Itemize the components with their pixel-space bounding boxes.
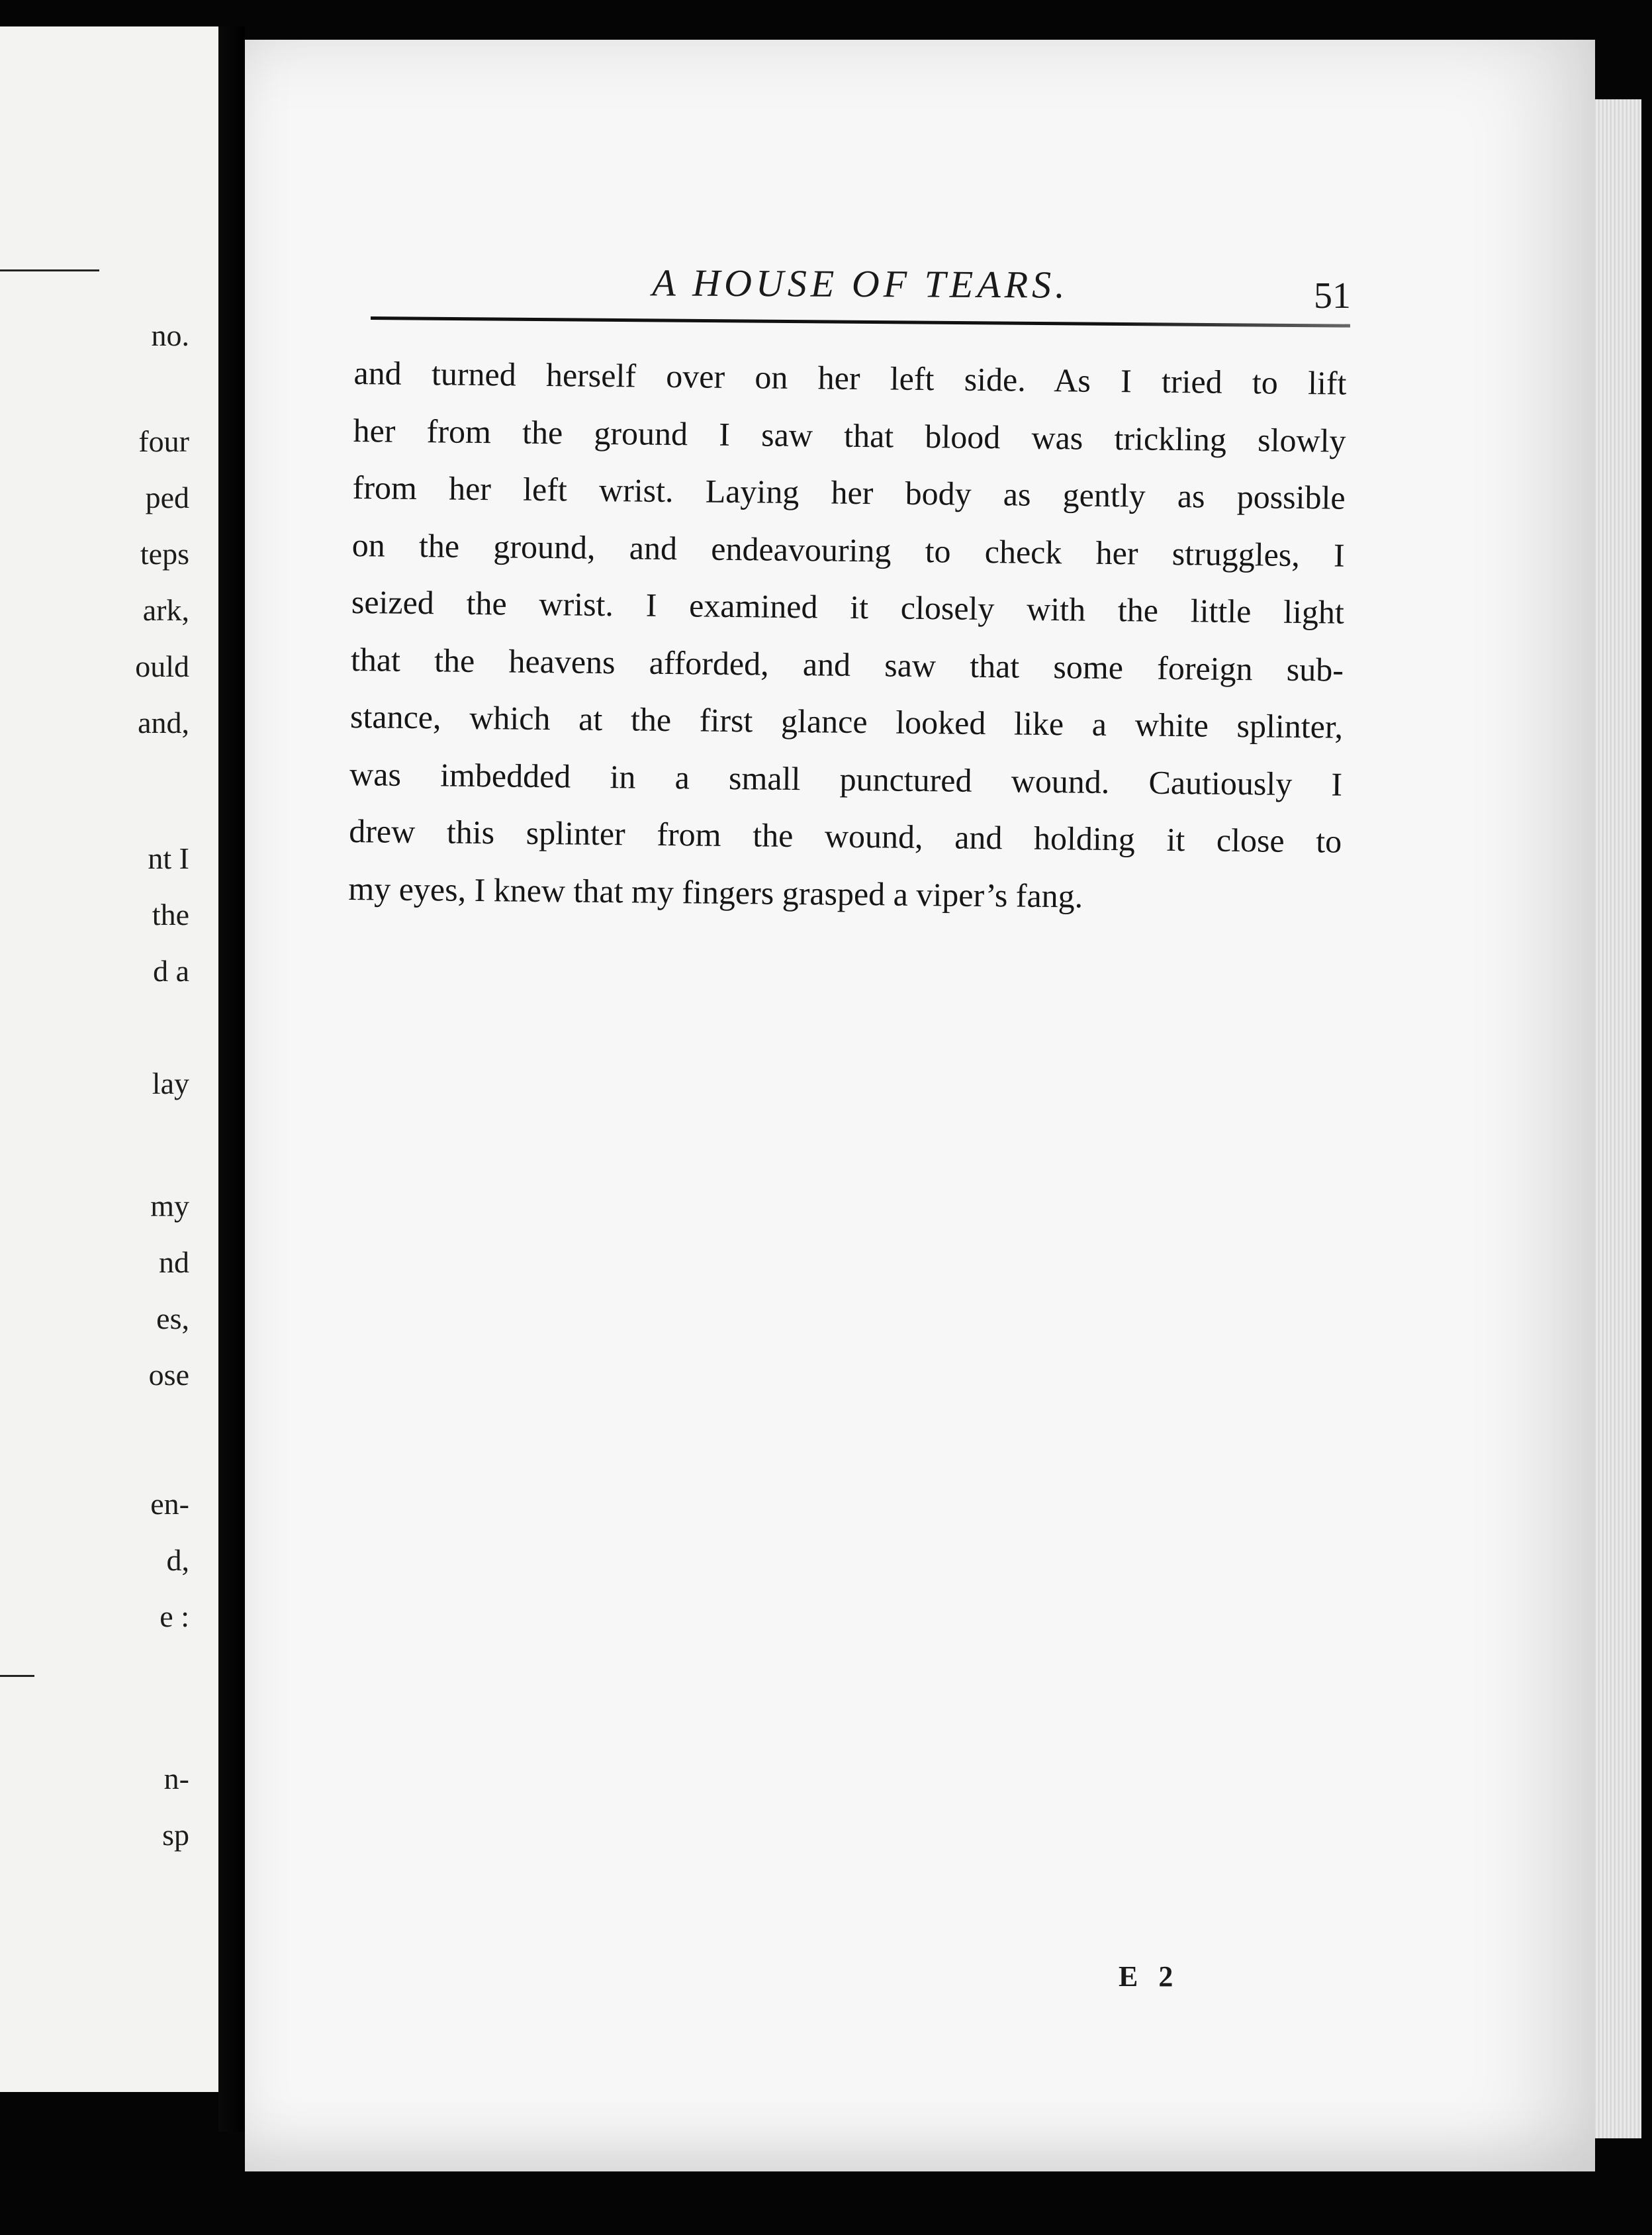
- running-head: A HOUSE OF TEARS.: [652, 261, 1069, 307]
- left-fragment: ose: [148, 1358, 189, 1392]
- left-fragment: e :: [160, 1599, 189, 1633]
- left-fragment: d a: [153, 954, 189, 988]
- text-line: on the ground, and endeavouring to check her struggles, I: [351, 526, 1346, 574]
- left-page-rule: [0, 269, 99, 271]
- text-line: was imbedded in a small punctured wound. Cautiously I: [349, 755, 1343, 803]
- text-line: from her left wrist. Laying her body as gently as possible: [352, 468, 1346, 516]
- left-fragment: no.: [151, 318, 189, 352]
- left-fragment: ped: [145, 481, 189, 514]
- left-fragment: lay: [152, 1067, 189, 1100]
- left-fragment: my: [150, 1189, 189, 1223]
- left-page-dash: [0, 1675, 34, 1677]
- left-fragment: teps: [140, 537, 189, 571]
- left-fragment: and,: [138, 706, 189, 739]
- left-fragment: ould: [135, 649, 189, 683]
- text-line: and turned herself over on her left side. As I tried to lift: [353, 354, 1347, 402]
- left-fragment: n-: [163, 1762, 189, 1795]
- left-fragment: en-: [150, 1487, 189, 1521]
- left-fragment: ark,: [142, 593, 189, 627]
- left-fragment: nt I: [148, 841, 189, 875]
- left-fragment: nd: [159, 1245, 189, 1279]
- text-line: stance, which at the first glance looked like a white splinter,: [349, 697, 1344, 745]
- text-line: seized the wrist. I examined it closely with the little light: [351, 583, 1345, 631]
- body-text: [348, 344, 1347, 927]
- page-edges: [1595, 99, 1641, 2138]
- previous-page-fragment: [0, 26, 218, 2092]
- signature-mark: E 2: [1119, 1960, 1180, 1993]
- left-fragment: sp: [162, 1818, 189, 1852]
- left-fragment: es,: [156, 1302, 189, 1335]
- book-gutter: [218, 26, 245, 2132]
- page-number: 51: [1314, 275, 1351, 316]
- left-fragment: the: [152, 898, 189, 931]
- left-fragment: d,: [166, 1543, 189, 1577]
- text-line: my eyes, I knew that my fingers grasped a viper’s fang.: [348, 869, 1083, 915]
- text-line: drew this splinter from the wound, and holding it close to: [349, 812, 1342, 860]
- text-line: that the heavens afforded, and saw that some foreign sub-: [350, 640, 1344, 689]
- text-line: her from the ground I saw that blood was trickling slowly: [353, 411, 1346, 459]
- left-fragment: four: [138, 424, 189, 458]
